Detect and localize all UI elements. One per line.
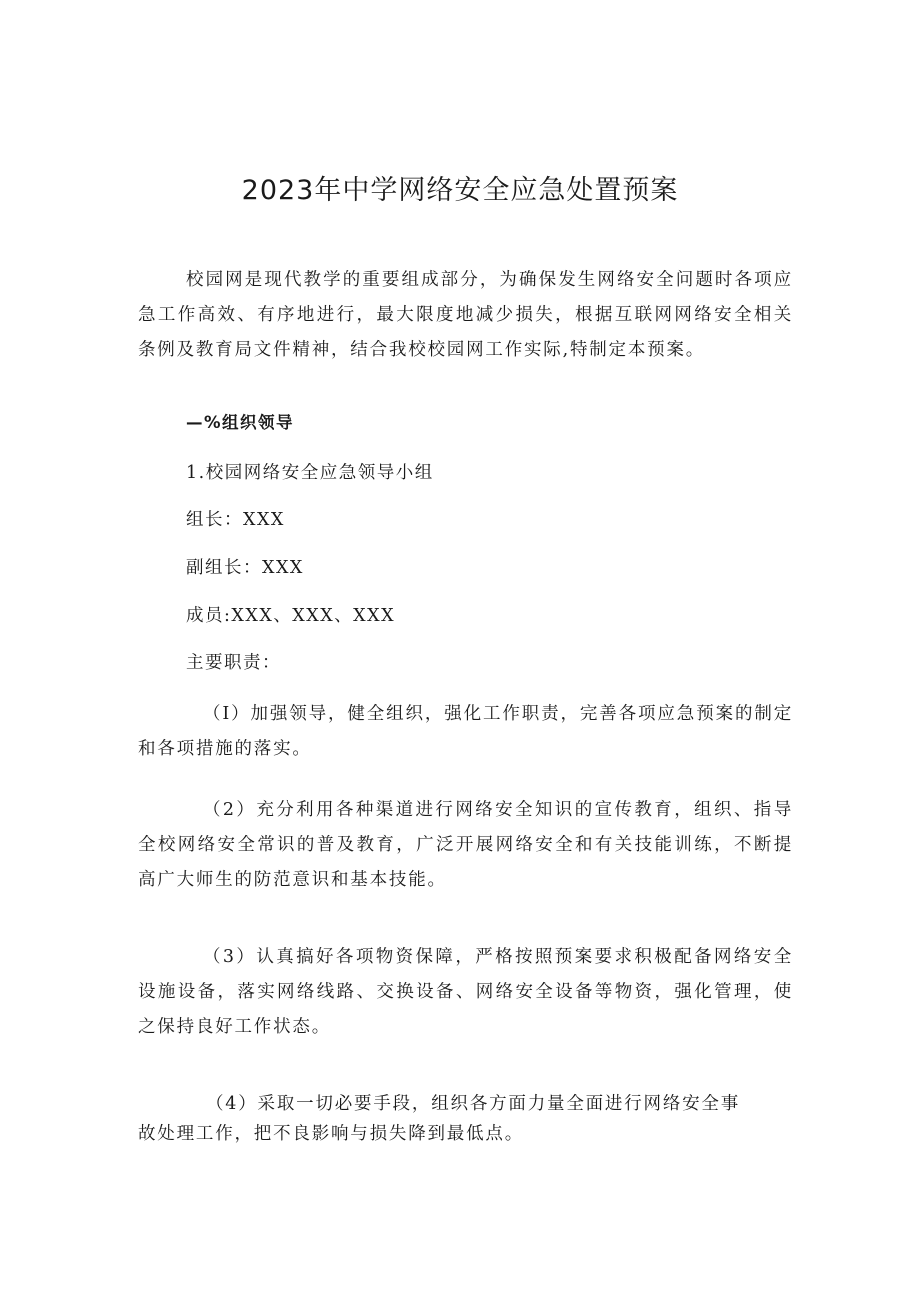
duty-4-line-1: （4）采取一切必要手段，组织各方面力量全面进行网络安全事	[206, 1094, 741, 1114]
duty-2-paragraph: （2）充分利用各种渠道进行网络安全知识的宣传教育，组织、指导全校网络安全常识的普及教育，广泛开展网络安全和有关技能训练，不断提高广大师生的防范意识和基本技能。	[138, 800, 793, 890]
duty-3-paragraph: （3）认真搞好各项物资保障，严格按照预案要求积极配备网络安全设施设备，落实网络线路、交换设备、网络安全设备等物资，强化管理，使之保持良好工作状态。	[138, 947, 793, 1037]
section-heading: —%组织领导	[186, 413, 295, 432]
deputy-line: 副组长：XXX	[186, 558, 304, 578]
duties-label: 主要职责：	[186, 653, 281, 673]
intro-paragraph: 校园网是现代教学的重要组成部分，为确保发生网络安全问题时各项应急工作高效、有序地进行，最大限度地减少损失，根据互联网网络安全相关条例及教育局文件精神，结合我校校园网工作实际,特制定本预案。	[138, 270, 793, 360]
leader-line: 组长：XXX	[186, 510, 285, 530]
duty-4-line-2: 故处理工作，把不良影响与损失降到最低点。	[138, 1124, 524, 1144]
subsection-title: 1.校园网络安全应急领导小组	[186, 463, 434, 483]
members-line: 成员:XXX、XXX、XXX	[186, 606, 396, 626]
document-title: 2023年中学网络安全应急处置预案	[241, 175, 679, 206]
duty-1-paragraph: （I）加强领导，健全组织，强化工作职责，完善各项应急预案的制定和各项措施的落实。	[138, 704, 793, 759]
